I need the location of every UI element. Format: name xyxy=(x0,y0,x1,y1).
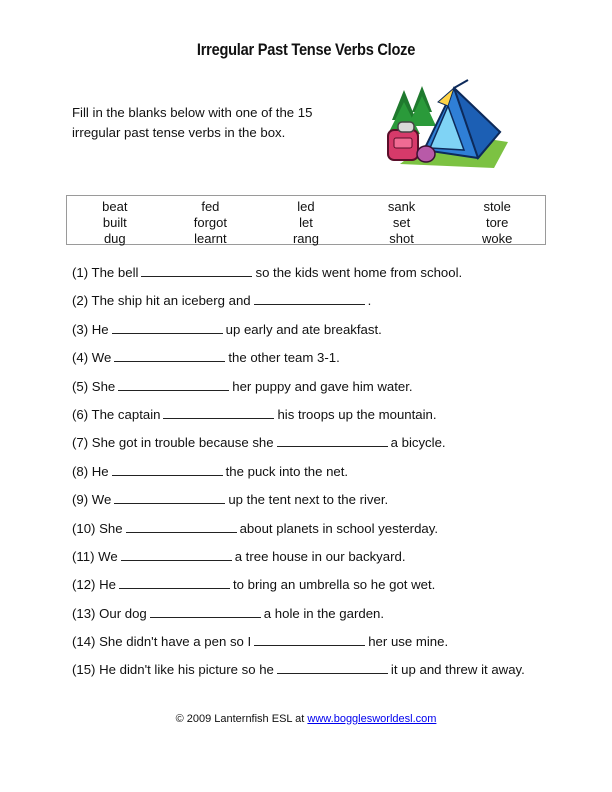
answer-blank[interactable] xyxy=(277,434,388,447)
question-text-after: a hole in the garden. xyxy=(263,605,385,621)
word-item: set xyxy=(392,215,411,230)
question-text-after: so the kids went home from school. xyxy=(255,265,463,280)
copyright-text: © 2009 Lanternfish ESL at xyxy=(175,713,305,725)
question-text-before: (5) She xyxy=(72,378,116,394)
question-11 xyxy=(72,548,542,566)
word-item: fed xyxy=(201,199,220,214)
word-item: let xyxy=(299,215,313,230)
word-item: rang xyxy=(292,231,319,246)
question-text-after: a bicycle. xyxy=(390,435,446,451)
tent-camping-icon xyxy=(382,72,510,172)
question-text-before: (7) She got in trouble because she xyxy=(72,435,274,451)
word-row xyxy=(67,215,545,231)
question-text-after: a tree house in our backyard. xyxy=(234,548,406,564)
word-box xyxy=(66,195,546,245)
word-row xyxy=(67,231,545,247)
answer-blank[interactable] xyxy=(112,463,223,476)
question-text-after: up early and ate breakfast. xyxy=(225,321,382,337)
word-item: beat xyxy=(102,199,128,214)
question-text-before: (11) We xyxy=(72,548,118,564)
word-item: stole xyxy=(483,199,511,214)
question-text-after: to bring an umbrella so he got wet. xyxy=(232,577,436,593)
answer-blank[interactable] xyxy=(114,349,225,362)
answer-blank[interactable] xyxy=(121,548,232,561)
question-12 xyxy=(72,576,542,594)
question-text-after: . xyxy=(367,293,372,309)
question-2 xyxy=(72,292,542,310)
word-item: forgot xyxy=(193,215,228,230)
question-10 xyxy=(72,520,542,538)
website-link[interactable]: www.bogglesworldesl.com xyxy=(307,713,437,725)
question-text-before: (4) We xyxy=(72,350,112,366)
word-item: dug xyxy=(103,231,126,246)
word-item: sank xyxy=(387,199,416,214)
answer-blank[interactable] xyxy=(119,576,230,589)
question-text-after: her use mine. xyxy=(368,634,449,650)
word-item: tore xyxy=(485,215,509,230)
question-15 xyxy=(72,661,542,679)
question-list xyxy=(72,264,542,690)
word-item: built xyxy=(102,215,127,230)
word-item: learnt xyxy=(194,231,227,246)
question-text-before: (1) The bell xyxy=(72,265,139,280)
question-4 xyxy=(72,349,542,367)
question-text-before: (8) He xyxy=(72,463,109,479)
answer-blank[interactable] xyxy=(114,491,225,504)
question-text-before: (3) He xyxy=(72,321,109,337)
footer xyxy=(0,713,612,725)
word-row xyxy=(67,199,545,215)
instructions-text: Fill in the blanks below with one of the 15 irregular past tense verbs in the box. xyxy=(72,105,313,140)
question-text-after: her puppy and gave him water. xyxy=(232,378,413,394)
question-text-before: (2) The ship hit an iceberg and xyxy=(72,293,251,309)
answer-blank[interactable] xyxy=(126,520,237,533)
question-text-after: the puck into the net. xyxy=(225,463,349,479)
question-text-before: (6) The captain xyxy=(72,406,161,422)
question-13 xyxy=(72,605,542,623)
question-6 xyxy=(72,406,542,424)
question-text-before: (15) He didn't like his picture so he xyxy=(72,662,274,678)
answer-blank[interactable] xyxy=(254,292,365,305)
question-text-after: his troops up the mountain. xyxy=(277,406,437,422)
question-8 xyxy=(72,463,542,481)
question-text-after: up the tent next to the river. xyxy=(228,492,389,508)
word-item: shot xyxy=(389,231,414,246)
question-text-before: (9) We xyxy=(72,492,112,508)
question-text-before: (14) She didn't have a pen so I xyxy=(72,634,252,650)
question-7 xyxy=(72,434,542,452)
question-text-before: (12) He xyxy=(72,577,116,593)
question-text-before: (13) Our dog xyxy=(72,605,147,621)
question-9 xyxy=(72,491,542,509)
question-text-after: about planets in school yesterday. xyxy=(239,520,439,536)
question-text-after: it up and threw it away. xyxy=(390,662,525,678)
page-title: Irregular Past Tense Verbs Cloze xyxy=(196,40,416,59)
answer-blank[interactable] xyxy=(277,661,388,674)
answer-blank[interactable] xyxy=(141,264,252,277)
answer-blank[interactable] xyxy=(163,406,274,419)
word-item: woke xyxy=(481,231,513,246)
question-1 xyxy=(72,264,542,282)
question-14 xyxy=(72,633,542,651)
question-text-before: (10) She xyxy=(72,520,123,536)
answer-blank[interactable] xyxy=(150,605,261,618)
question-text-after: the other team 3-1. xyxy=(228,350,340,366)
question-3 xyxy=(72,321,542,339)
answer-blank[interactable] xyxy=(118,378,229,391)
answer-blank[interactable] xyxy=(254,633,365,646)
word-item: led xyxy=(297,199,315,214)
question-5 xyxy=(72,378,542,396)
answer-blank[interactable] xyxy=(112,321,223,334)
